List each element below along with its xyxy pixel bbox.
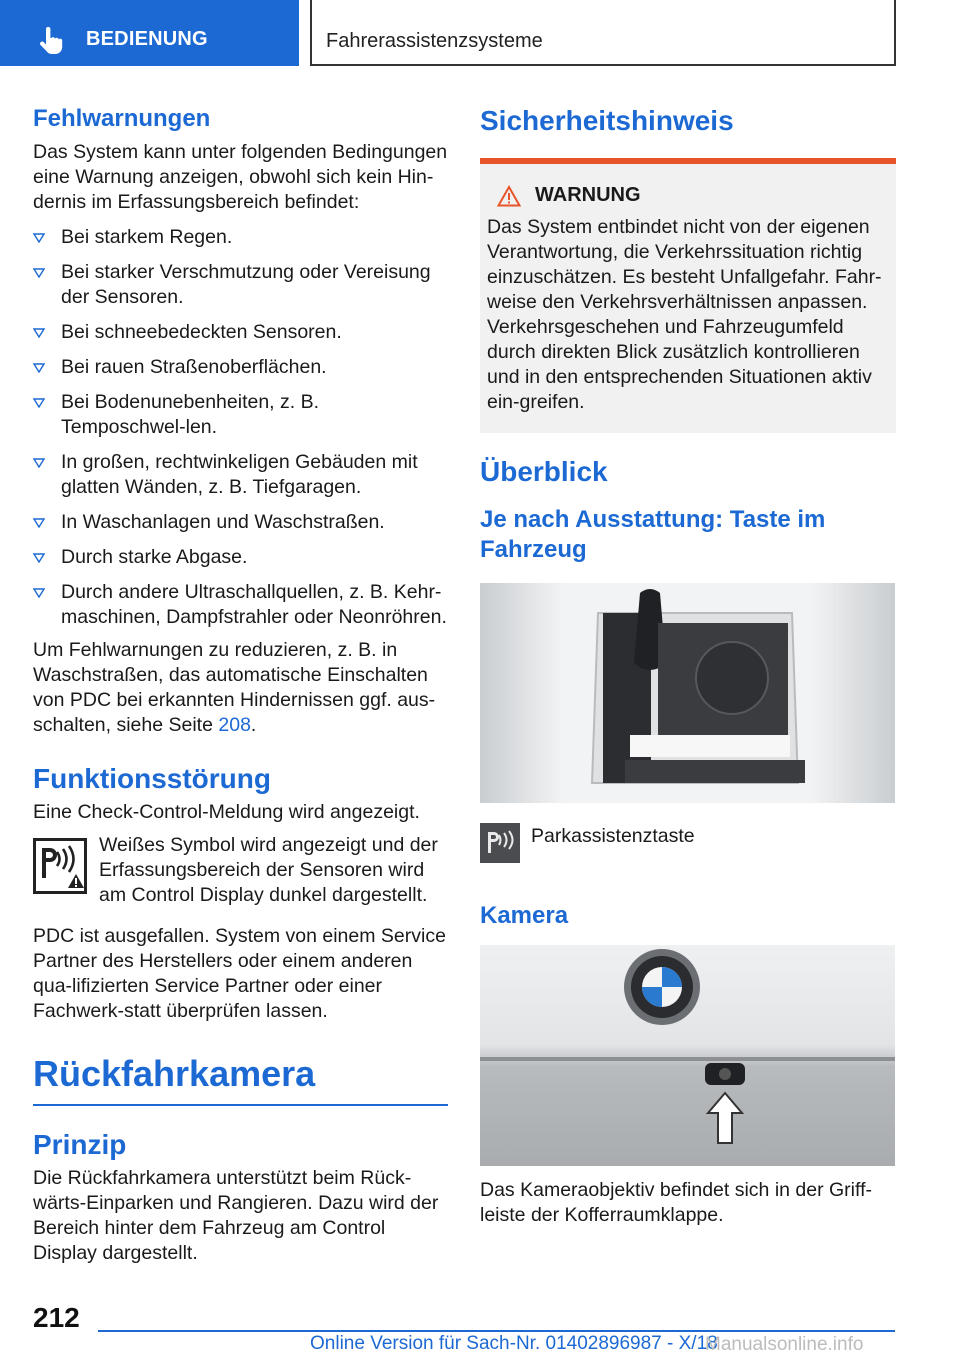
list-item: Durch starke Abgase. [33,545,448,570]
funktionsstoerung-text: Eine Check-Control-Meldung wird angezeigt. [33,801,420,823]
triangle-bullet-icon [33,398,45,408]
list-item: Bei starkem Regen. [33,225,448,250]
left-column [33,100,448,1266]
triangle-bullet-icon [33,268,45,278]
list-item: Bei starker Verschmutzung oder Vereisung der Sensoren. [33,260,448,310]
triangle-bullet-icon [33,233,45,243]
button-caption: Parkassistenztaste [531,825,695,847]
park-assist-button-icon [480,823,520,863]
section-rule [33,1104,448,1106]
right-column [480,100,896,1228]
fehlwarnungen-heading: Fehlwarnungen [33,105,211,132]
footer-rule [98,1330,895,1332]
center-console-photo [480,583,895,803]
pdc-failure-text: PDC ist ausgefallen. System von einem Service Partner des Herstellers oder einem anderen qua-lifizierten Service Partner oder einer Fachwerk-statt überprüfen lassen. [33,925,446,1022]
center-console-illustration [480,583,895,803]
list-item: Bei schneebedeckten Sensoren. [33,320,448,345]
section-tab [0,0,299,66]
rueckfahrkamera-heading: Rückfahrkamera [33,1053,316,1094]
symbol-description: Weißes Symbol wird angezeigt und der Erfassungsbereich der Sensoren wird am Control Display dunkel dargestellt. [99,834,438,906]
footer-version-text: Online Version für Sach-Nr. 01402896987 - X/18 [310,1333,718,1354]
watermark: Manualsonline.info [705,1334,864,1355]
hand-pointer-icon [38,27,64,55]
symbol-row [33,833,448,908]
triangle-bullet-icon [33,588,45,598]
list-item: Bei rauen Straßenoberflächen. [33,355,448,380]
kamera-text: Das Kameraobjektiv befindet sich in der Griff-leiste der Kofferraumklappe. [480,1179,872,1226]
warning-triangle-icon [497,185,521,207]
pdc-failure-symbol-icon [33,838,87,894]
conditions-list [33,225,448,630]
triangle-bullet-icon [33,328,45,338]
fehlwarnungen-outro: Um Fehlwarnungen zu reduzieren, z. B. in Waschstraßen, das automatische Einschalten von PDC bei erkannten Hindernissen ggf. aus-schalten, siehe Seite 208. [33,639,436,736]
chapter-title: Fahrerassistenzsysteme [326,30,543,52]
page-reference-link[interactable]: 208 [218,714,251,736]
taste-heading: Je nach Ausstattung: Taste im Fahrzeug [480,506,826,563]
warning-box [480,158,896,433]
page-header [0,0,960,66]
page-number: 212 [33,1302,80,1333]
warning-text: Das System entbindet nicht von der eigenen Verantwortung, die Verkehrssituation richtig einzuschätzen. Es besteht Unfallgefahr. Fahr-weise den Verkehrsverhältnissen anpassen. Verkehrsgeschehen und Fahrzeugumfeld durch direkten Blick zusätzlich kontrollieren und in den entsprechenden Situationen aktiv ein-greifen. [487,216,882,413]
triangle-bullet-icon [33,458,45,468]
warning-title: WARNUNG [497,184,890,207]
rear-camera-photo [480,945,895,1166]
list-item: Durch andere Ultraschallquellen, z. B. Kehr-maschinen, Dampfstrahler oder Neonröhren. [33,580,448,630]
triangle-bullet-icon [33,363,45,373]
list-item: In Waschanlagen und Waschstraßen. [33,510,448,535]
chapter-title-box [310,0,896,66]
prinzip-text: Die Rückfahrkamera unterstützt beim Rück-wärts-Einparken und Rangieren. Dazu wird der Bereich hinter dem Fahrzeug am Control Display dargestellt. [33,1167,439,1264]
kamera-heading: Kamera [480,902,569,929]
section-tab-label: BEDIENUNG [86,28,208,50]
prinzip-heading: Prinzip [33,1129,127,1160]
sicherheitshinweis-heading: Sicherheitshinweis [480,105,734,136]
list-item: Bei Bodenunebenheiten, z. B. Temposchwel-len. [33,390,448,440]
ueberblick-heading: Überblick [480,456,608,487]
button-caption-row [480,823,896,863]
triangle-bullet-icon [33,553,45,563]
funktionsstoerung-heading: Funktionsstörung [33,763,271,794]
rear-camera-illustration [480,945,895,1166]
triangle-bullet-icon [33,518,45,528]
list-item: In großen, rechtwinkeligen Gebäuden mit glatten Wänden, z. B. Tiefgaragen. [33,450,448,500]
fehlwarnungen-intro: Das System kann unter folgenden Bedingungen eine Warnung anzeigen, obwohl sich kein Hin-dernis im Erfassungsbereich befindet: [33,141,448,213]
